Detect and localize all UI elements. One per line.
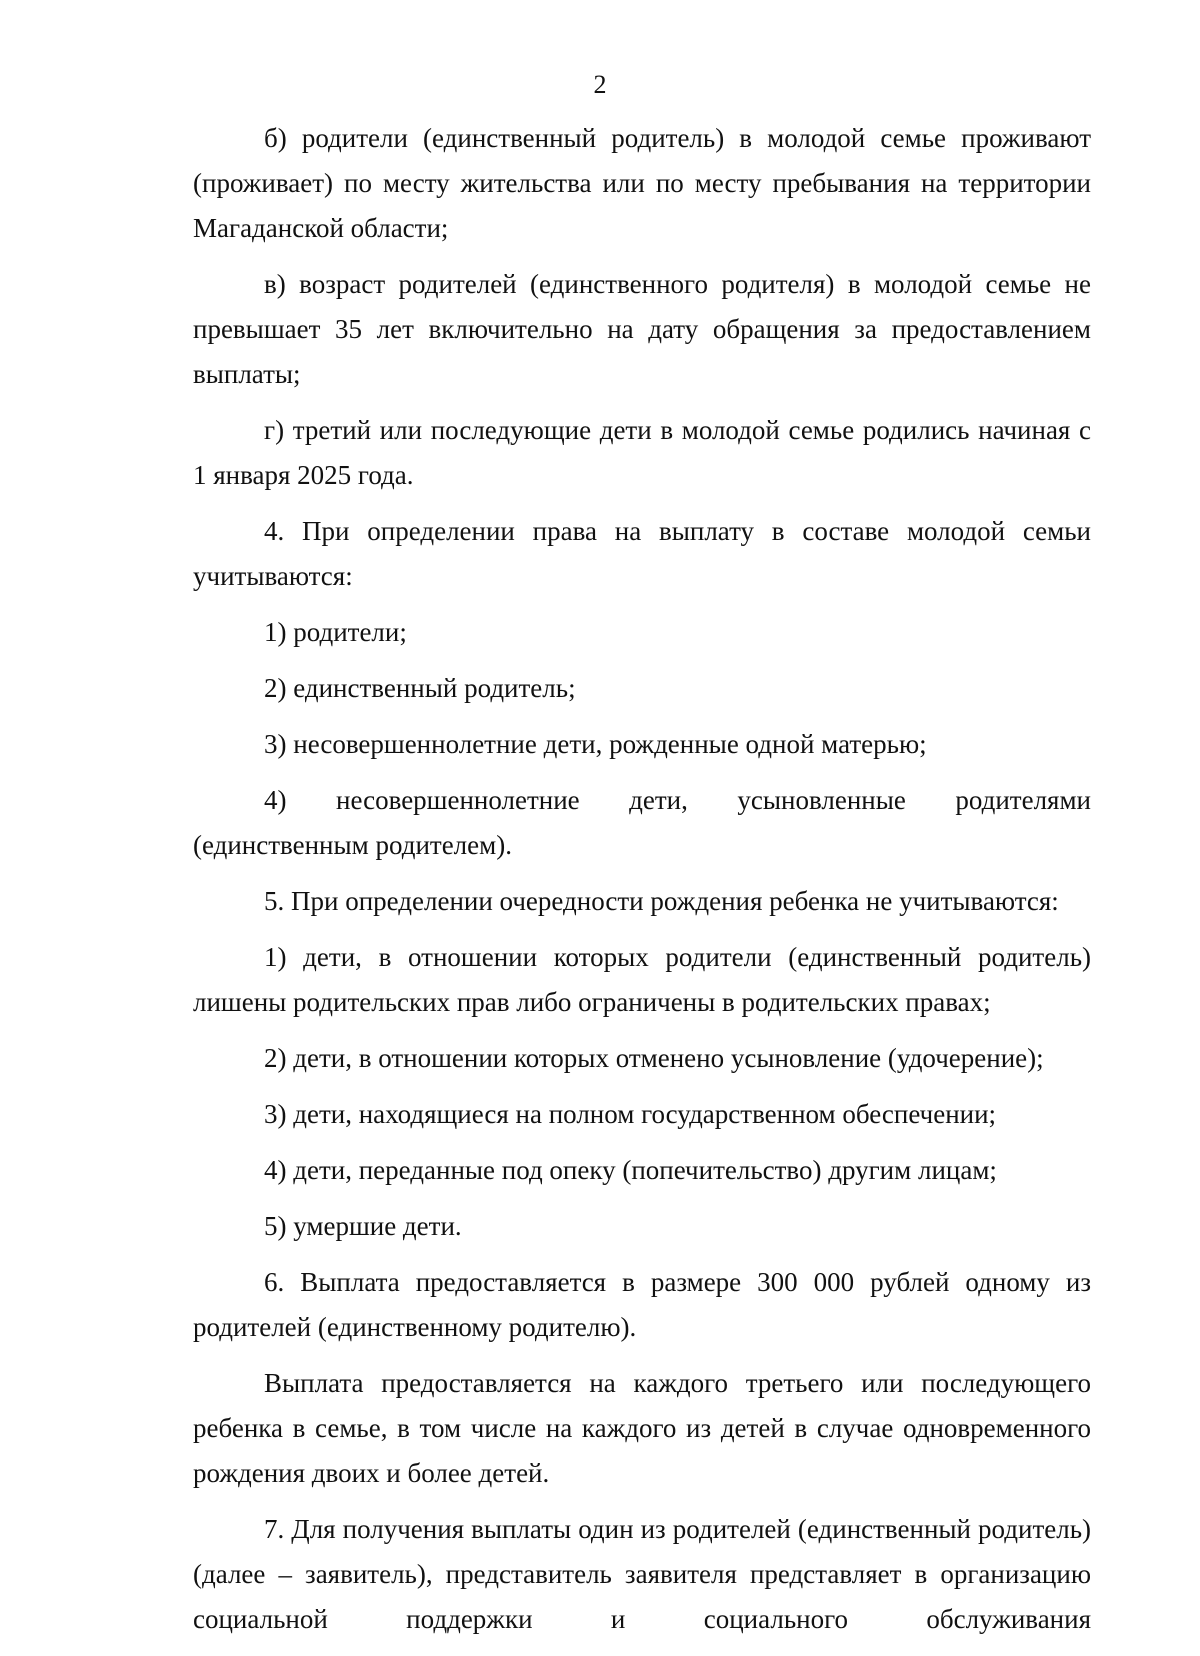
paragraph-6-continued: Выплата предоставляется на каждого третьего или последующего ребенка в семье, в том числе на каждого из детей в случае одновременного рождения двоих и более детей. bbox=[193, 1368, 1091, 1488]
document-body bbox=[193, 116, 1091, 1653]
paragraph-5-item-4: 4) дети, переданные под опеку (попечительство) другим лицам; bbox=[264, 1155, 997, 1185]
paragraph-5-item-2: 2) дети, в отношении которых отменено усыновление (удочерение); bbox=[264, 1043, 1044, 1073]
paragraph-4: 4. При определении права на выплату в составе молодой семьи учитываются: bbox=[193, 516, 1091, 591]
paragraph-5-item-1: 1) дети, в отношении которых родители (единственный родитель) лишены родительских прав либо ограничены в родительских правах; bbox=[193, 942, 1091, 1017]
paragraph-3v: в) возраст родителей (единственного родителя) в молодой семье не превышает 35 лет включительно на дату обращения за предоставлением выплаты; bbox=[193, 269, 1091, 389]
paragraph-3b: б) родители (единственный родитель) в молодой семье проживают (проживает) по месту жительства или по месту пребывания на территории Магаданской области; bbox=[193, 123, 1091, 243]
page-number: 2 bbox=[593, 70, 607, 99]
paragraph-4-item-4: 4) несовершеннолетние дети, усыновленные родителями (единственным родителем). bbox=[193, 785, 1091, 860]
paragraph-5-item-3: 3) дети, находящиеся на полном государственном обеспечении; bbox=[264, 1099, 997, 1129]
paragraph-6: 6. Выплата предоставляется в размере 300 000 рублей одному из родителей (единственному родителю). bbox=[193, 1267, 1091, 1342]
paragraph-3g: г) третий или последующие дети в молодой семье родились начиная с 1 января 2025 года. bbox=[193, 415, 1091, 490]
paragraph-7: 7. Для получения выплаты один из родителей (единственный родитель) (далее – заявитель), представитель заявителя представляет в организацию социальной поддержки и социального обслуживания bbox=[193, 1514, 1091, 1634]
paragraph-5-item-5: 5) умершие дети. bbox=[264, 1211, 462, 1241]
paragraph-5: 5. При определении очередности рождения ребенка не учитываются: bbox=[264, 886, 1059, 916]
paragraph-4-item-3: 3) несовершеннолетние дети, рожденные одной матерью; bbox=[264, 729, 927, 759]
paragraph-4-item-1: 1) родители; bbox=[264, 617, 407, 647]
paragraph-4-item-2: 2) единственный родитель; bbox=[264, 673, 576, 703]
